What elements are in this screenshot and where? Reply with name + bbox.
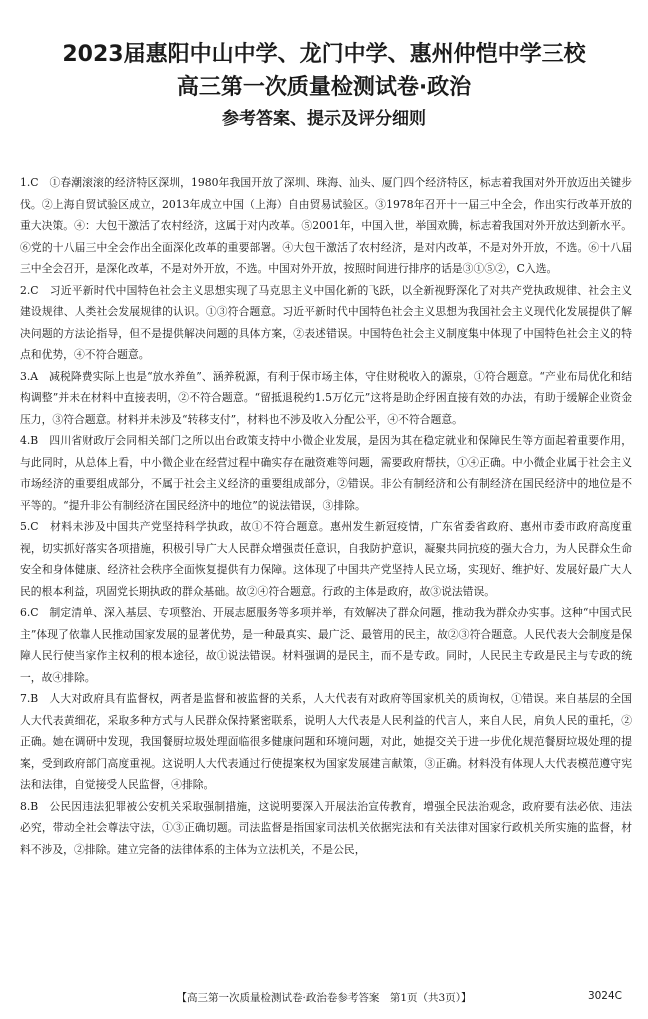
exam-title: 高三第一次质量检测试卷·政治	[176, 75, 472, 100]
footer-code: 3024C	[587, 990, 622, 1002]
answer-item-7: 7.B 人大对政府具有监督权，两者是监督和被监督的关系，人大代表有对政府等国家机关的质询权，①错误。来自基层的全国人大代表黄细花，采取多种方式与人民群众保持紧密联系，说明人大代表是人民利益的代言人，来自人民，肩负人民的重托，②正确。她在调研中发现，我国餐厨垃圾处理面临很多健康问题和环境问题，对此，她提交关于进一步优化规范餐厨垃圾处理的提案，受到政府部门高度重视。这说明人大代表通过行使提案权为国家发展建言献策，③正确。材料没有体现人大代表模范遵守宪法和法律，自觉接受人民监督，④排除。	[20, 692, 632, 791]
answer-item-1: 1.C ①春潮滚滚的经济特区深圳，1980年我国开放了深圳、珠海、汕头、厦门四个经济特区，标志着我国对外开放迈出关键步伐。②上海自贸试验区成立，2013年成立中国（上海）自由贸易试验区。③1978年召开十一届三中全会，作出实行改革开放的重大决策。④：大包干激活了农村经济，这属于对内改革。⑤2001年，中国入世，举国欢腾，标志着我国对外开放达到新水平。⑥党的十八届三中全会作出全面深化改革的重要部署。④大包干激活了农村经济，是对内改革，不是对外开放，不选。⑥十八届三中全会召开，是深化改革，不是对外开放，不选。中国对外开放，按照时间进行排序的话是③①⑤②，C入选。	[20, 176, 632, 275]
footer-page-info: 【高三第一次质量检测试卷·政治卷参考答案 第1页（共3页）】	[176, 992, 472, 1004]
answer-item-6: 6.C 制定清单、深入基层、专项整治、开展志愿服务等多项并举，有效解决了群众问题，推动我为群众办实事。这种“中国式民主”体现了依靠人民推动国家发展的显著优势，是一种最真实、最广泛、最管用的民主，故②③符合题意。人民代表大会制度是保障人民行使当家作主权利的根本途径，故①说法错误。材料强调的是民主，而不是专政。同时，人民民主专政是民主与专政的统一，故④排除。	[20, 606, 632, 684]
answer-item-5: 5.C 材料未涉及中国共产党坚持科学执政，故①不符合题意。惠州发生新冠疫情，广东省委省政府、惠州市委市政府高度重视，切实抓好落实各项措施，积极引导广大人民群众增强责任意识，自我防护意识，凝聚共同抗疫的强大合力，为人民群众生命安全和身体健康、经济社会秩序全面恢复提供有力保障。这体现了中国共产党坚持人民立场，实现好、维护好、发展好最广大人民的根本利益，巩固党长期执政的群众基础。故②④符合题意。行政的主体是政府，故③说法错误。	[20, 520, 632, 598]
answer-item-4: 4.B 四川省财政厅会同相关部门之所以出台政策支持中小微企业发展，是因为其在稳定就业和保障民生等方面起着重要作用，与此同时，从总体上看，中小微企业在经营过程中确实存在融资难等问题，需要政府帮扶，①④正确。中小微企业属于社会主义市场经济的重要组成部分，不属于社会主义经济的重要组成部分，②错误。非公有制经济和公有制经济在国民经济中的地位是不平等的。“提升非公有制经济在国民经济中的地位”的说法错误，③排除。	[20, 434, 632, 512]
page-footer	[0, 990, 648, 1010]
document-header	[0, 0, 648, 132]
school-title: 2023届惠阳中山中学、龙门中学、惠州仲恺中学三校	[62, 42, 586, 67]
answer-list	[20, 172, 632, 860]
answer-item-8: 8.B 公民因违法犯罪被公安机关采取强制措施，这说明要深入开展法治宣传教育，增强全民法治观念，政府要有法必依、违法必究，带动全社会尊法守法，①③正确切题。司法监督是指国家司法机关依据宪法和有关法律对国家行政机关所实施的监督，材料不涉及，②排除。建立完备的法律体系的主体为立法机关，不是公民，	[20, 799, 632, 856]
answer-item-3: 3.A 减税降费实际上也是“放水养鱼”、涵养税源，有利于保市场主体，守住财税收入的源泉，①符合题意。“产业布局优化和结构调整”并未在材料中直接表明，②不符合题意。“留抵退税约1.5万亿元”这将是助企纾困直接有效的办法，有助于缓解企业资金压力，③符合题意。材料并未涉及“转移支付”，材料也不涉及收入分配公平，④不符合题意。	[20, 369, 632, 426]
answer-item-2: 2.C 习近平新时代中国特色社会主义思想实现了马克思主义中国化新的飞跃，以全新视野深化了对共产党执政规律、社会主义建设规律、人类社会发展规律的认识。①③符合题意。习近平新时代中国特色社会主义思想为我国社会主义现代化发展提供了解决问题的方法论指导，但不是提供解决问题的具体方案，②表述错误。中国特色社会主义制度集中体现了中国特色社会主义的特点和优势，④不符合题意。	[20, 283, 632, 361]
answer-subtitle: 参考答案、提示及评分细则	[222, 109, 426, 129]
